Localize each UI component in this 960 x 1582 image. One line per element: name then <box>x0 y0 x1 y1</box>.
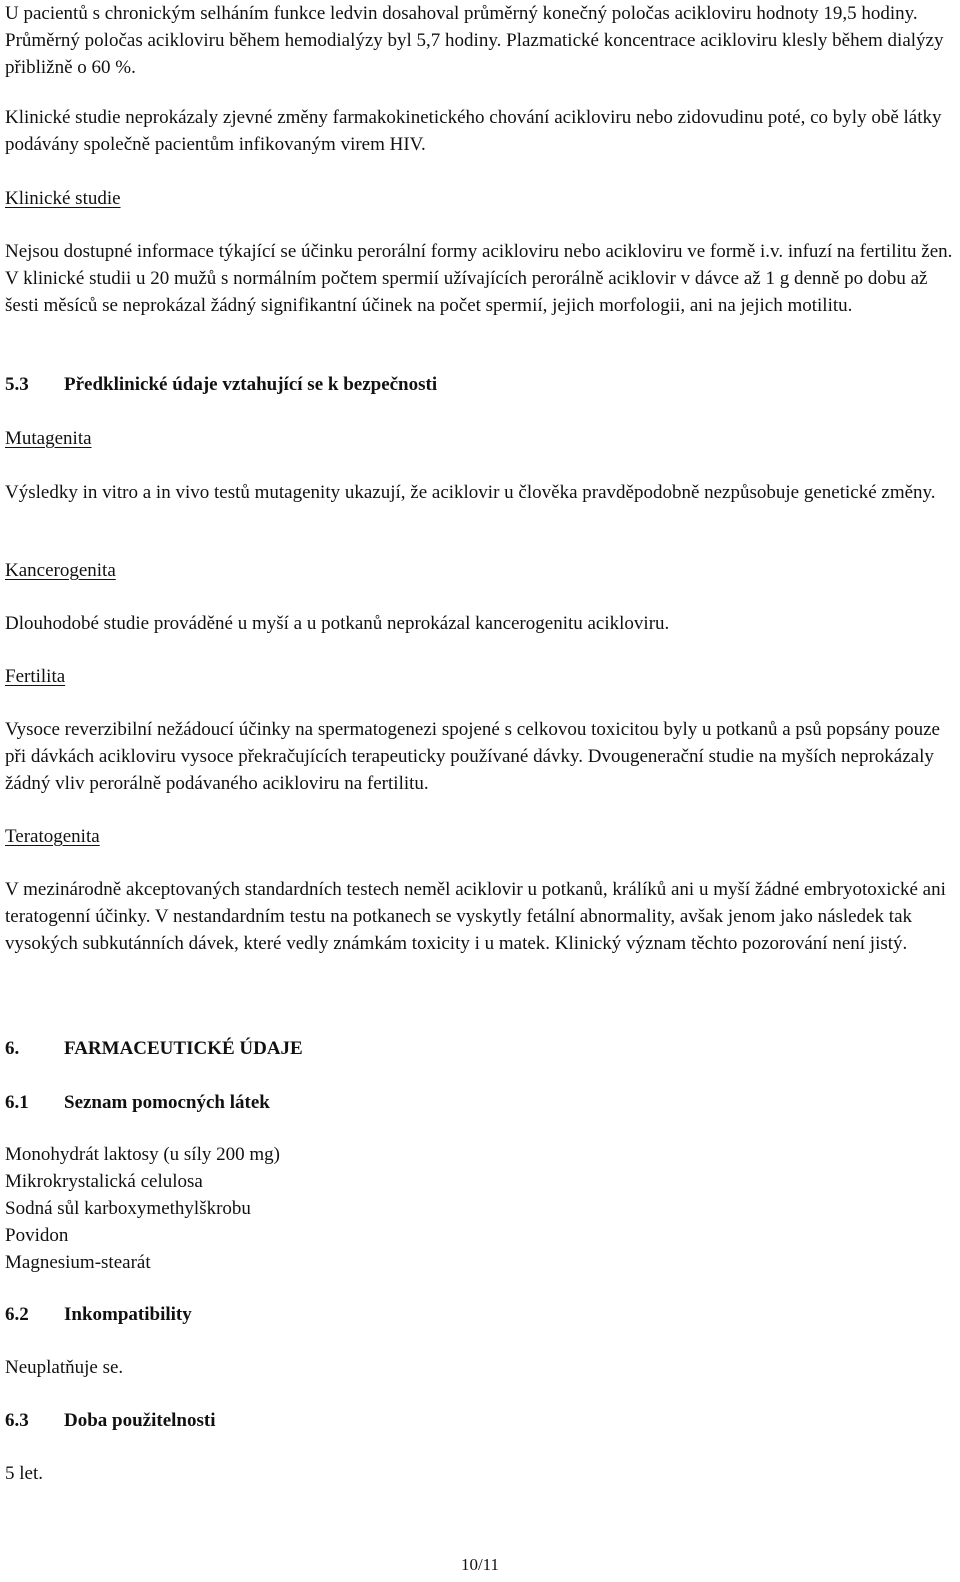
section-6-2-heading <box>5 1301 192 1328</box>
paragraph-mutagenita: Výsledky in vitro a in vivo testů mutagenity ukazují, že aciklovir u člověka pravděpodobně nezpůsobuje genetické změny. <box>5 482 936 503</box>
section-6-number: 6. <box>5 1038 20 1059</box>
paragraph-doba-pouzitelnosti: 5 let. <box>5 1463 43 1484</box>
section-6-3-number: 6.3 <box>5 1410 29 1431</box>
heading-mutagenita: Mutagenita <box>5 428 92 449</box>
section-6-title: FARMACEUTICKÉ ÚDAJE <box>64 1038 303 1059</box>
section-6-3-title: Doba použitelnosti <box>64 1410 216 1431</box>
list-item: Mikrokrystalická celulosa <box>5 1171 203 1192</box>
paragraph-fertility-clinical: Nejsou dostupné informace týkající se účinku perorální formy acikloviru nebo acikloviru ve formě i.v. infuzí na fertilitu žen. V klinické studii u 20 mužů s normálním počtem spermií užívajících perorálně aciklovir v dávce až 1 g denně po dobu až šesti měsíců se neprokázal žádný signifikantní účinek na počet spermií, jejich morfologii, ani na jejich motilitu. <box>5 241 953 316</box>
section-5-3-number: 5.3 <box>5 374 29 395</box>
list-item: Povidon <box>5 1225 69 1246</box>
section-6-2-number: 6.2 <box>5 1304 29 1325</box>
heading-klinicke-studie: Klinické studie <box>5 188 121 209</box>
section-6-1-heading <box>5 1089 270 1116</box>
list-item: Magnesium-stearát <box>5 1252 151 1273</box>
heading-kancerogenita: Kancerogenita <box>5 560 116 581</box>
paragraph-renal-halflife: U pacientů s chronickým selháním funkce ledvin dosahoval průměrný konečný poločas acikloviru hodnoty 19,5 hodiny. Průměrný poločas acikloviru během hemodialýzy byl 5,7 hodiny. Plazmatické koncentrace acikloviru klesly během dialýzy přibližně o 60 %. <box>5 3 944 78</box>
heading-fertilita: Fertilita <box>5 666 66 687</box>
paragraph-teratogenita: V mezinárodně akceptovaných standardních testech neměl aciklovir u potkanů, králíků ani u myší žádné embryotoxické ani teratogenní účinky. V nestandardním testu na potkanech se vyskytly fetální abnormality, avšak jenom jako následek tak vysokých subkutánních dávek, které vedly známkám toxicity i u matek. Klinický význam těchto pozorování není jistý. <box>5 879 946 954</box>
paragraph-fertilita: Vysoce reverzibilní nežádoucí účinky na spermatogenezi spojené s celkovou toxicitou byly u potkanů a psů popsány pouze při dávkách acikloviru vysoce překračujících terapeuticky používané dávky. Dvougenerační studie na myších neprokázaly žádný vliv perorálně podávaného acikloviru na fertilitu. <box>5 719 940 794</box>
list-item: Sodná sůl karboxymethylškrobu <box>5 1198 251 1219</box>
section-6-3-heading <box>5 1407 216 1434</box>
heading-teratogenita: Teratogenita <box>5 826 100 847</box>
excipient-list <box>5 1141 280 1276</box>
section-6-1-number: 6.1 <box>5 1092 29 1113</box>
section-6-heading <box>5 1035 303 1062</box>
paragraph-inkompatibility: Neuplatňuje se. <box>5 1357 124 1378</box>
list-item: Monohydrát laktosy (u síly 200 mg) <box>5 1144 280 1165</box>
section-6-1-title: Seznam pomocných látek <box>64 1092 270 1113</box>
section-5-3-title: Předklinické údaje vztahující se k bezpečnosti <box>64 374 438 395</box>
paragraph-zidovudine: Klinické studie neprokázaly zjevné změny farmakokinetického chování acikloviru nebo zidovudinu poté, co byly obě látky podávány společně pacientům infikovaným virem HIV. <box>5 107 942 155</box>
page-number: 10/11 <box>460 1555 500 1574</box>
paragraph-kancerogenita: Dlouhodobé studie prováděné u myší a u potkanů neprokázal kancerogenitu acikloviru. <box>5 613 670 634</box>
section-6-2-title: Inkompatibility <box>64 1304 192 1325</box>
section-5-3-heading <box>5 371 437 398</box>
